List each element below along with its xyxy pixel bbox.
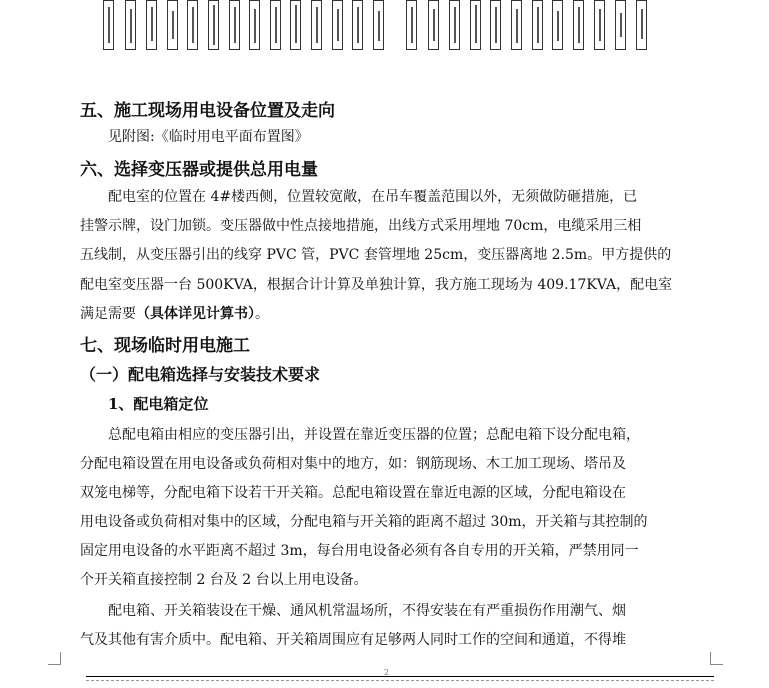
diagram-box bbox=[249, 0, 260, 50]
paragraph-text: 满足需要 bbox=[80, 306, 136, 322]
section-5-reference: 见附图:《临时用电平面布置图》 bbox=[108, 129, 309, 145]
diagram-box bbox=[167, 0, 178, 50]
diagram-box bbox=[229, 0, 240, 50]
diagram-box bbox=[208, 0, 219, 50]
diagram-box bbox=[290, 0, 301, 50]
diagram-box bbox=[373, 0, 384, 50]
paragraph-line: 个开关箱直接控制 2 台及 2 台以上用电设备。 bbox=[80, 572, 368, 588]
diagram-box bbox=[352, 0, 363, 50]
paragraph-line: 配电室的位置在 4#楼西侧，位置较宽敞，在吊车覆盖范围以外，无须做防砸措施，已 bbox=[108, 189, 638, 205]
diagram-box bbox=[615, 0, 626, 50]
margin-mark-right bbox=[710, 652, 723, 665]
diagram-box bbox=[449, 0, 460, 50]
diagram-box bbox=[573, 0, 584, 50]
diagram-box bbox=[103, 0, 114, 50]
paragraph-line: 气及其他有害介质中。配电箱、开关箱周围应有足够两人同时工作的空间和通道，不得堆 bbox=[80, 632, 626, 648]
diagram-box bbox=[594, 0, 605, 50]
page-footer-dashed-rule bbox=[86, 680, 714, 682]
diagram-box bbox=[406, 0, 417, 50]
diagram-box bbox=[511, 0, 522, 50]
diagram-box bbox=[311, 0, 322, 50]
paragraph-text: 。 bbox=[255, 306, 269, 322]
paragraph-line: 五线制，从变压器引出的线穿 PVC 管，PVC 套管埋地 25cm，变压器离地 2.5m。甲方提供的 bbox=[80, 247, 672, 263]
paragraph-line: 配电箱、开关箱装设在干燥、通风机常温场所，不得安装在有严重损伤作用潮气、烟 bbox=[108, 603, 626, 619]
paragraph-line: 分配电箱设置在用电设备或负荷相对集中的地方，如：钢筋现场、木工加工现场、塔吊及 bbox=[80, 456, 626, 472]
diagram-box bbox=[490, 0, 501, 50]
paragraph-line: 挂警示牌，设门加锁。变压器做中性点接地措施，出线方式采用埋地 70cm，电缆采用三相 bbox=[80, 218, 642, 234]
paragraph-line: 配电室变压器一台 500KVA，根据合计计算及单独计算，我方施工现场为 409.17KVA，配电室 bbox=[80, 277, 673, 293]
section-7-heading: 七、现场临时用电施工 bbox=[80, 336, 250, 356]
paragraph-line: 用电设备或负荷相对集中的区域，分配电箱与开关箱的距离不超过 30m，开关箱与其控制的 bbox=[80, 514, 648, 530]
diagram-box bbox=[470, 0, 481, 50]
diagram-box bbox=[552, 0, 563, 50]
subsection-heading: （一）配电箱选择与安装技术要求 bbox=[80, 365, 321, 384]
emphasis-text: （具体详见计算书） bbox=[136, 306, 255, 322]
diagram-box bbox=[146, 0, 157, 50]
diagram-box bbox=[332, 0, 343, 50]
page-number: 2 bbox=[384, 668, 390, 677]
diagram-box bbox=[428, 0, 439, 50]
paragraph-line: 固定用电设备的水平距离不超过 3m，每台用电设备必须有各自专用的开关箱，严禁用同一 bbox=[80, 543, 639, 559]
paragraph-line bbox=[80, 303, 706, 323]
diagram-box bbox=[532, 0, 543, 50]
diagram-box bbox=[125, 0, 136, 50]
diagram-box bbox=[187, 0, 198, 50]
diagram-box bbox=[270, 0, 281, 50]
paragraph-line: 双笼电梯等，分配电箱下设若干开关箱。总配电箱设置在靠近电源的区域，分配电箱设在 bbox=[80, 485, 626, 501]
paragraph-line: 总配电箱由相应的变压器引出，并设置在靠近变压器的位置；总配电箱下设分配电箱， bbox=[108, 427, 640, 443]
wiring-diagram-fragment bbox=[0, 0, 769, 52]
section-5-heading: 五、施工现场用电设备位置及走向 bbox=[80, 101, 335, 121]
diagram-box bbox=[636, 0, 647, 50]
page-footer-rule bbox=[86, 676, 714, 677]
section-6-heading: 六、选择变压器或提供总用电量 bbox=[80, 160, 318, 180]
item-heading: 1、配电箱定位 bbox=[108, 395, 209, 413]
margin-mark-left bbox=[48, 652, 61, 665]
